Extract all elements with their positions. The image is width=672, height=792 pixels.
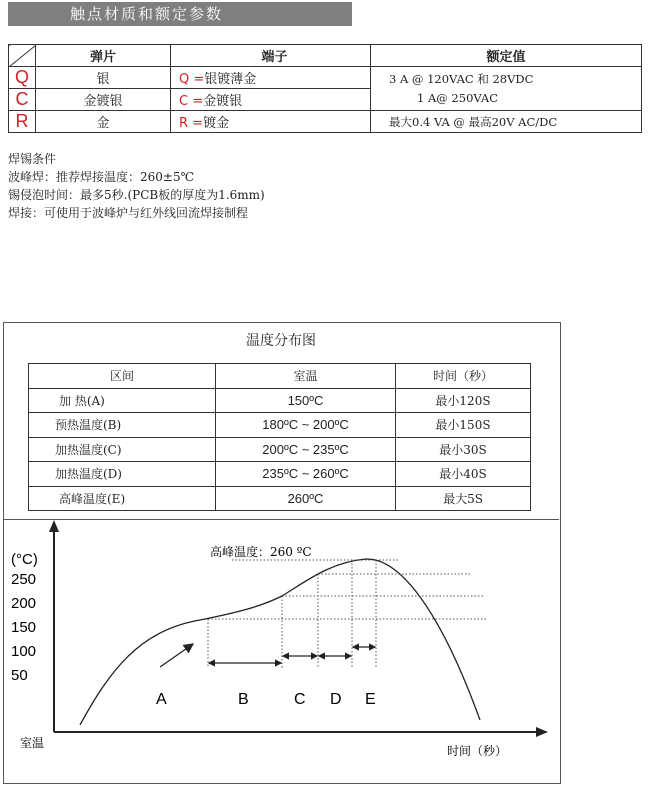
notes-line: 焊接：可使用于波峰炉与红外线回流焊接制程 — [8, 206, 249, 220]
rating-r: 最大0.4 VA @ 最高20V AC/DC — [371, 111, 642, 133]
diagonal-header-cell — [9, 45, 36, 67]
spring-material: 金镀银 — [36, 89, 171, 111]
zone-label: D — [330, 691, 342, 708]
notes-line: 锡侵泡时间：最多5秒.(PCB板的厚度为1.6mm) — [8, 188, 265, 202]
header-terminal: 端子 — [171, 45, 371, 67]
y-tick-label: 150 — [11, 619, 37, 636]
profile-title: 温度分布图 — [246, 333, 316, 349]
terminal-name: 镀金 — [203, 116, 230, 131]
row-letter: R — [9, 111, 36, 133]
header-spring: 弹片 — [36, 45, 171, 67]
notes-line: 波峰焊：推荐焊接温度：260±5℃ — [8, 170, 195, 184]
section-title-bar — [8, 2, 352, 26]
temp-cell: 235ºC ~ 260ºC — [216, 462, 396, 487]
rating-line-2: 1 A@ 250VAC — [417, 90, 499, 105]
x-axis-arrow-icon — [536, 727, 548, 737]
time-cell: 最小30S — [396, 437, 531, 462]
y-tick-label: 250 — [11, 571, 37, 588]
spring-material: 金 — [36, 111, 171, 133]
terminal-name: 金镀银 — [203, 94, 243, 109]
terminal-name: 银镀薄金 — [204, 72, 257, 87]
zone-label: C — [294, 691, 306, 708]
table-row — [29, 486, 531, 511]
notes-title: 焊锡条件 — [8, 152, 57, 166]
time-cell: 最小40S — [396, 462, 531, 487]
time-cell: 最大5S — [396, 486, 531, 511]
table-row — [29, 413, 531, 438]
table-header-row — [29, 364, 531, 389]
terminal-code: Q = — [179, 72, 205, 87]
soldering-notes — [8, 150, 265, 222]
header-temp: 室温 — [216, 364, 396, 389]
peak-label: 高峰温度：260 ºC — [210, 545, 312, 559]
temp-cell: 260ºC — [216, 486, 396, 511]
temp-cell: 200ºC ~ 235ºC — [216, 437, 396, 462]
table-row — [29, 437, 531, 462]
zone-cell: 加 热(A) — [29, 388, 216, 413]
x-axis-label: 时间（秒） — [447, 744, 508, 758]
terminal-material — [171, 89, 371, 111]
reflow-profile-chart — [0, 520, 560, 782]
spring-material: 银 — [36, 67, 171, 89]
zone-cell: 加热温度(C) — [29, 437, 216, 462]
table-row — [9, 111, 642, 133]
y-unit: (°C) — [11, 551, 38, 568]
y-tick-label: 200 — [11, 595, 37, 612]
zone-label: B — [238, 691, 249, 708]
y-origin-label: 室温 — [20, 736, 45, 750]
table-header-row — [9, 45, 642, 67]
terminal-material — [171, 111, 371, 133]
table-row — [9, 67, 642, 89]
header-rating: 额定值 — [371, 45, 642, 67]
y-tick-label: 50 — [11, 667, 28, 684]
temp-cell: 150ºC — [216, 388, 396, 413]
zone-cell: 加热温度(D) — [29, 462, 216, 487]
time-cell: 最小150S — [396, 413, 531, 438]
table-row — [29, 462, 531, 487]
zone-label: E — [365, 691, 376, 708]
temp-cell: 180ºC ~ 200ºC — [216, 413, 396, 438]
terminal-code: R = — [179, 116, 204, 131]
y-axis-arrow-icon — [49, 520, 59, 532]
table-row — [29, 388, 531, 413]
header-zone: 区间 — [29, 364, 216, 389]
zone-cell: 高峰温度(E) — [29, 486, 216, 511]
temperature-curve — [80, 559, 480, 725]
zone-label: A — [156, 691, 167, 708]
terminal-code: C = — [179, 94, 204, 109]
y-tick-label: 100 — [11, 643, 37, 660]
row-letter: C — [9, 89, 36, 111]
rating-qc — [371, 67, 642, 111]
zone-cell: 预热温度(B) — [29, 413, 216, 438]
preheat-arrow-icon — [160, 644, 193, 667]
section-title: 触点材质和额定参数 — [70, 5, 224, 23]
row-letter: Q — [9, 67, 36, 89]
header-time: 时间（秒） — [396, 364, 531, 389]
terminal-material — [171, 67, 371, 89]
time-cell: 最小120S — [396, 388, 531, 413]
contact-material-table — [8, 44, 642, 133]
temperature-profile-table — [28, 363, 531, 511]
rating-line-1: 3 A @ 120VAC 和 28VDC — [389, 71, 534, 86]
